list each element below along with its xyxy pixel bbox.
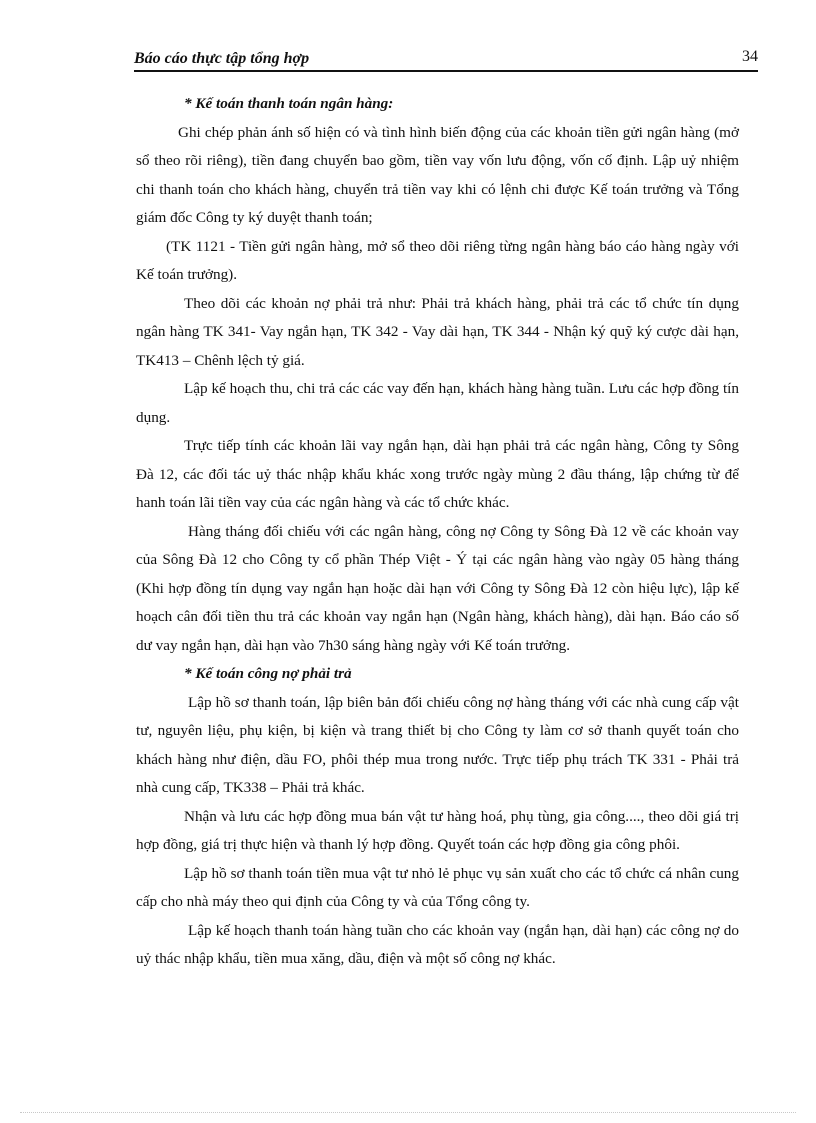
paragraph: Hàng tháng đối chiếu với các ngân hàng, công nợ Công ty Sông Đà 12 về các khoản vay của Sông Đà 12 cho Công ty cổ phần Thép Việt - Ý tại các ngân hàng vào ngày 05 hàng tháng (Khi hợp đồng tín dụng vay ngắn hạn hoặc dài hạn với Công ty Sông Đà 12 còn hiệu lực), lập kế hoạch cân đối tiền thu trả các khoản vay ngắn hạn (Ngân hàng, khách hàng), dài hạn. Báo cáo số dư vay ngắn hạn, dài hạn vào 7h30 sáng hàng ngày với Kế toán trưởng.	[136, 522, 739, 654]
paragraph: Nhận và lưu các hợp đồng mua bán vật tư hàng hoá, phụ tùng, gia công...., theo dõi giá trị hợp đồng, giá trị thực hiện và thanh lý hợp đồng. Quyết toán các hợp đồng gia công phôi.	[136, 807, 739, 853]
page-bottom-edge	[20, 1112, 796, 1113]
paragraph: (TK 1121 - Tiền gửi ngân hàng, mở sổ theo dõi riêng từng ngân hàng báo cáo hàng ngày với Kế toán trưởng).	[136, 237, 739, 283]
header-divider	[134, 70, 758, 72]
header-title: Báo cáo thực tập tổng hợp	[134, 50, 310, 67]
paragraph: Lập kế hoạch thanh toán hàng tuần cho các khoản vay (ngắn hạn, dài hạn) các công nợ do uỷ thác nhập khẩu, tiền mua xăng, dầu, điện và một số công nợ khác.	[136, 921, 739, 967]
document-body	[136, 90, 739, 974]
page-header	[134, 46, 758, 72]
section-heading-bank-payment: * Kế toán thanh toán ngân hàng:	[184, 95, 394, 112]
section-heading-accounts-payable: * Kế toán công nợ phải trả	[184, 665, 352, 682]
paragraph: Lập hồ sơ thanh toán, lập biên bản đối chiếu công nợ hàng tháng với các nhà cung cấp vật tư, nguyên liệu, phụ kiện, bị kiện và trang thiết bị cho Công ty làm cơ sở thanh quyết toán cho khách hàng như điện, dầu FO, phôi thép mua trong nước. Trực tiếp phụ trách TK 331 - Phải trả nhà cung cấp, TK338 – Phải trả khác.	[136, 693, 739, 796]
paragraph: Trực tiếp tính các khoản lãi vay ngắn hạn, dài hạn phải trả các ngân hàng, Công ty Sông Đà 12, các đối tác uỷ thác nhập khẩu khác xong trước ngày mùng 2 đầu tháng, lập chứng từ để hanh toán lãi tiền vay của các ngân hàng và các tổ chức khác.	[136, 437, 739, 511]
page-number: 34	[742, 48, 758, 65]
paragraph: Lập kế hoạch thu, chi trả các các vay đến hạn, khách hàng hàng tuần. Lưu các hợp đồng tín dụng.	[136, 380, 739, 426]
paragraph: Ghi chép phản ánh số hiện có và tình hình biến động của các khoản tiền gửi ngân hàng (mở sổ theo rõi riêng), tiền đang chuyển bao gồm, tiền vay vốn lưu động, vốn cố định. Lập uỷ nhiệm chi thanh toán cho khách hàng, chuyển trả tiền vay khi có lệnh chi được Kế toán trưởng và Tổng giám đốc Công ty ký duyệt thanh toán;	[136, 123, 739, 226]
paragraph: Lập hồ sơ thanh toán tiền mua vật tư nhỏ lẻ phục vụ sản xuất cho các tổ chức cá nhân cung cấp cho nhà máy theo qui định của Công ty và của Tổng công ty.	[136, 864, 739, 910]
paragraph: Theo dõi các khoản nợ phải trả như: Phải trả khách hàng, phải trả các tổ chức tín dụng ngân hàng TK 341- Vay ngắn hạn, TK 342 - Vay dài hạn, TK 344 - Nhận ký quỹ ký cược dài hạn, TK413 – Chênh lệch tỷ giá.	[136, 294, 739, 369]
